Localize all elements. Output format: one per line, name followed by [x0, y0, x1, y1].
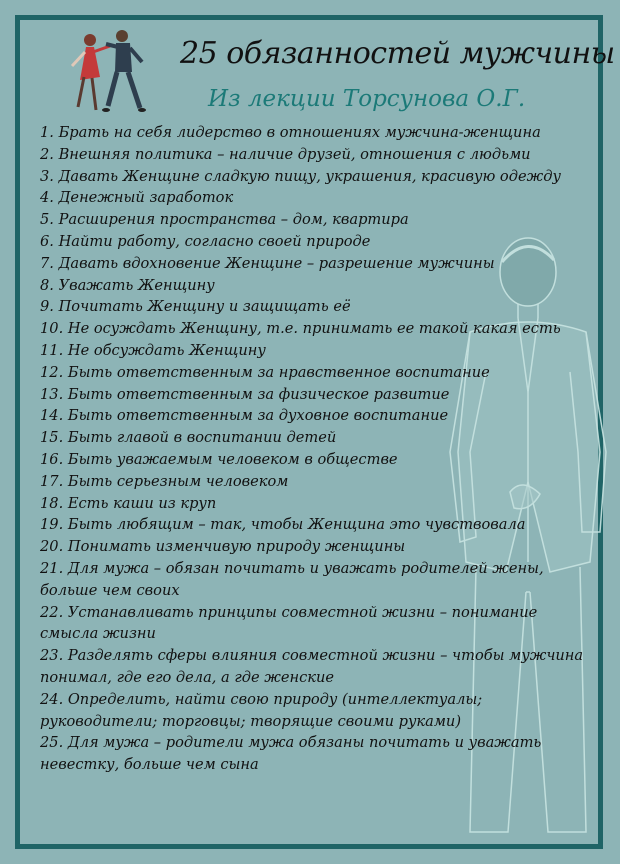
duty-item: 14. Быть ответственным за духовное воспитание	[40, 407, 449, 425]
duty-item: 12. Быть ответственным за нравственное воспитание	[40, 363, 490, 381]
duties-list	[40, 122, 585, 776]
duty-item: 23. Разделять сферы влияния совместной жизни – чтобы мужчина понимал, где его дела, а где женские	[40, 647, 584, 686]
duty-item: 8. Уважать Женщину	[40, 276, 215, 294]
duty-item: 19. Быть любящим – так, чтобы Женщина это чувствовала	[40, 516, 526, 534]
duty-item: 22. Устанавливать принципы совместной жизни – понимание смысла жизни	[40, 603, 538, 643]
duty-item: 3. Давать Женщине сладкую пищу, украшения, красивую одежду	[40, 167, 561, 185]
poster-subtitle: Из лекции Торсунова О.Г.	[208, 86, 526, 112]
duty-item: 25. Для мужа – родители мужа обязаны почитать и уважать невестку, больше чем сына	[40, 734, 542, 774]
duty-item: 15. Быть главой в воспитании детей	[40, 429, 337, 447]
duty-item: 18. Есть каши из круп	[40, 494, 217, 512]
duty-item: 5. Расширения пространства – дом, квартира	[40, 211, 409, 229]
poster-title: 25 обязанностей мужчины	[180, 36, 615, 71]
duty-item: 16. Быть уважаемым человеком в обществе	[40, 450, 398, 468]
duty-item: 7. Давать вдохновение Женщине – разрешение мужчины	[40, 254, 495, 272]
dancing-couple-icon	[60, 22, 160, 122]
duty-item: 4. Денежный заработок	[40, 189, 234, 207]
duty-item: 21. Для мужа – обязан почитать и уважать родителей жены, больше чем своих	[40, 559, 544, 599]
duty-item: 2. Внешняя политика – наличие друзей, отношения с людьми	[40, 145, 531, 163]
duty-item: 20. Понимать изменчивую природу женщины	[40, 538, 406, 556]
duty-item: 6. Найти работу, согласно своей природе	[40, 232, 371, 250]
duty-item: 13. Быть ответственным за физическое развитие	[40, 385, 450, 403]
duty-item: 17. Быть серьезным человеком	[40, 472, 289, 490]
duty-item: 10. Не осуждать Женщину, т.е. принимать ее такой какая есть	[40, 320, 561, 338]
duty-item: 24. Определить, найти свою природу (интеллектуалы; руководители; торговцы; творящие своими руками)	[40, 690, 483, 730]
duty-item: 9. Почитать Женщину и защищать её	[40, 298, 351, 316]
duty-item: 1. Брать на себя лидерство в отношениях мужчина-женщина	[40, 124, 541, 141]
duty-item: 11. Не обсуждать Женщину	[40, 341, 266, 359]
